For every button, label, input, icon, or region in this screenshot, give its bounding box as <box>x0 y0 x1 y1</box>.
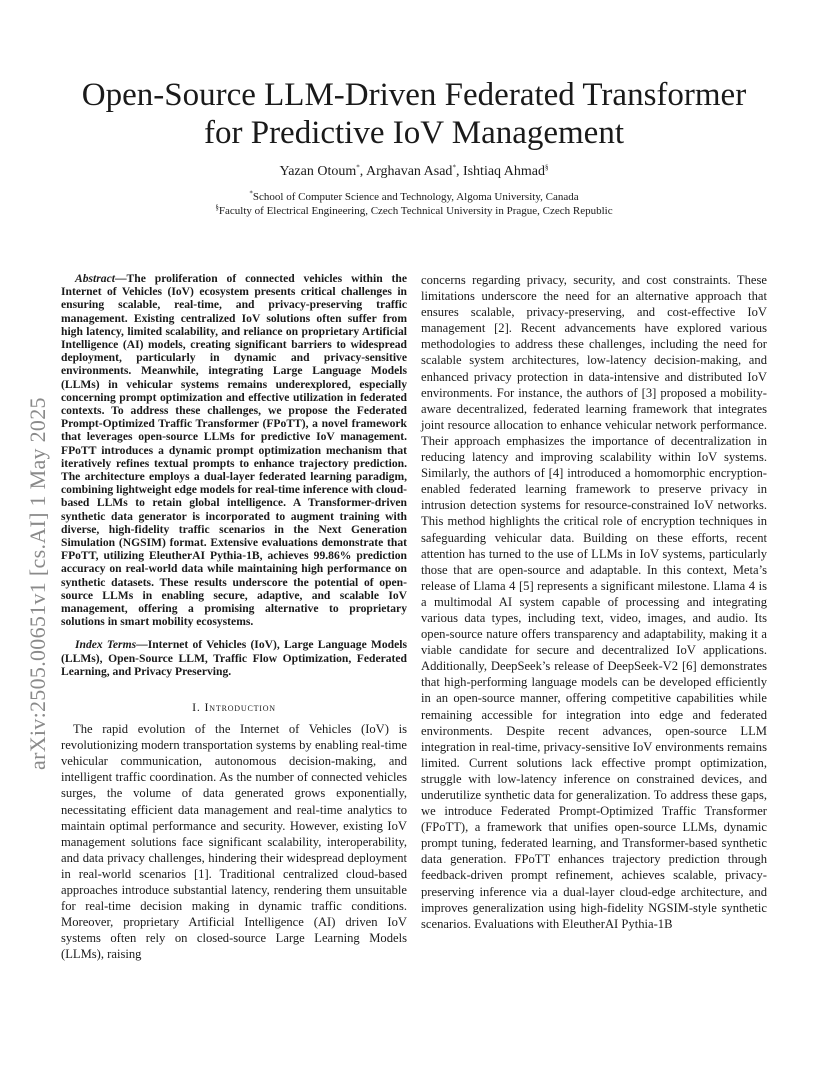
abstract-dash: — <box>114 272 127 285</box>
index-terms-dash: — <box>136 638 148 652</box>
left-column <box>61 272 407 963</box>
index-terms <box>61 638 407 678</box>
paper-header <box>60 76 768 218</box>
author-separator: , <box>455 164 463 179</box>
author-affiliation-mark: * <box>356 163 360 172</box>
affiliation-mark: § <box>215 203 219 212</box>
title-line-2: for Predictive IoV Management <box>203 115 624 151</box>
affiliations <box>60 190 768 218</box>
affiliation-line <box>60 190 768 204</box>
title-line-1: Open-Source LLM-Driven Federated Transformer <box>81 77 747 113</box>
right-column <box>421 272 767 932</box>
section-name: Introduction <box>204 700 276 715</box>
affiliation-text: Faculty of Electrical Engineering, Czech Technical University in Prague, Czech Republic <box>218 205 613 217</box>
affiliation-line <box>60 204 768 218</box>
intro-paragraph-left: The rapid evolution of the Internet of Vehicles (IoV) is revolutionizing modern transportation systems by enabling real-time vehicular communication, autonomous decision-making, and intelligent traffic coordination. As the number of connected vehicles surges, the volume of data generated grows exponentially, necessitating efficient data management and real-time analytics to maintain optimal performance and security. However, existing IoV management solutions face significant scalability, interoperability, and data privacy challenges, hindering their widespread deployment in real-world scenarios [1]. Traditional centralized cloud-based approaches introduce substantial latency, rendering them unsuitable for real-time decision making in dynamic traffic conditions. Moreover, proprietary Artificial Intelligence (AI) driven IoV systems often rely on closed-source Large Learning Models (LLMs), raising <box>61 722 407 962</box>
index-terms-text: Internet of Vehicles (IoV), Large Language Models (LLMs), Open-Source LLM, Traffic Flow Optimization, Federated Learning, and Privacy Preserving. <box>61 638 407 678</box>
index-terms-label: Index Terms <box>75 638 137 652</box>
abstract-label: Abstract <box>75 272 115 285</box>
abstract-text: The proliferation of connected vehicles within the Internet of Vehicles (IoV) ecosystem presents critical challenges in ensuring scalable, real-time, and privacy-preserving traffic management. Existing centralized IoV solutions often suffer from high latency, limited scalability, and reliance on proprietary Artificial Intelligence (AI) models, creating significant barriers to widespread deployment, particularly in dynamic and privacy-sensitive environments. Meanwhile, integrating Large Language Models (LLMs) in vehicular systems remains underexplored, especially concerning prompt optimization and effective utilization in federated contexts. To address these challenges, we propose the Federated Prompt-Optimized Traffic Transformer (FPoTT), a novel framework that leverages open-source LLMs for predictive IoV management. FPoTT introduces a dynamic prompt optimization mechanism that iteratively refines textual prompts to enhance trajectory prediction. The architecture employs a dual-layer federated learning paradigm, combining lightweight edge models for real-time inference with cloud-based LLMs to retain global intelligence. A Transformer-driven synthetic data generator is incorporated to augment training with diverse, high-fidelity traffic scenarios in the Next Generation Simulation (NGSIM) format. Extensive evaluations demonstrate that FPoTT, utilizing EleutherAI Pythia-1B, achieves 99.86% prediction accuracy on real-world data while maintaining high performance on synthetic datasets. These results underscore the potential of open-source LLMs in enabling secure, adaptive, and scalable IoV management, offering a promising alternative to proprietary solutions in smart mobility ecosystems. <box>61 272 407 629</box>
abstract <box>61 272 407 628</box>
author-affiliation-mark: * <box>452 163 456 172</box>
affiliation-mark: * <box>249 189 253 198</box>
author-name: Ishtiaq Ahmad <box>462 164 545 179</box>
affiliation-text: School of Computer Science and Technology, Algoma University, Canada <box>252 191 579 203</box>
section-heading <box>61 700 407 715</box>
author-separator: , <box>359 164 366 179</box>
arxiv-identifier: arXiv:2505.00651v1 [cs.AI] 1 May 2025 <box>25 397 50 770</box>
author-name: Yazan Otoum <box>279 164 357 179</box>
author-affiliation-mark: § <box>544 163 549 172</box>
paper-title <box>60 76 768 152</box>
author-name: Arghavan Asad <box>365 164 453 179</box>
section-numeral: I. <box>192 700 205 715</box>
author-list <box>60 164 768 180</box>
intro-paragraph-right: concerns regarding privacy, security, and cost constraints. These limitations underscore the need for an alternative approach that ensures scalable, privacy-preserving, and cost-effective IoV management [2]. Recent advancements have explored various methodologies to address these challenges, including the need for scalable system architectures, low-latency decision-making, and enhanced privacy protection in data-intensive and distributed IoV environments. For instance, the authors of [3] proposed a mobility-aware decentralized, federated learning framework that integrates joint resource allocation to enhance vehicular network performance. Their approach emphasizes the importance of decentralization in reducing latency and improving scalability within IoV systems. Similarly, the authors of [4] introduced a homomorphic encryption-enabled federated learning framework to preserve privacy in intrusion detection systems for resource-constrained IoV networks. This method highlights the critical role of encryption techniques in safeguarding vehicular data. Building on these efforts, recent attention has turned to the use of LLMs in IoV systems, particularly those that are open-source and adaptable. In this context, Meta’s release of Llama 4 [5] represents a significant milestone. Llama 4 is a multimodal AI system capable of processing and integrating various data types, including text, video, images, and audio. Its open-source nature offers transparency and adaptability, making it a viable candidate for secure and decentralized IoV applications. Additionally, DeepSeek’s release of DeepSeek-V2 [6] demonstrates that high-performing language models can be developed efficiently in an open-source manner, offering competitive capabilities while remaining accessible for integration into edge and federated environments. Despite recent advances, open-source LLM integration in real-time, privacy-sensitive IoV environments remains limited. Current solutions lack effective prompt optimization, struggle with low-latency inference on constrained devices, and underutilize synthetic data for generalization. To address these gaps, we introduce Federated Prompt-Optimized Traffic Transformer (FPoTT), a framework that unifies open-source LLMs, dynamic prompt tuning, federated learning, and Transformer-based synthetic data generation. FPoTT enhances trajectory prediction through feedback-driven prompt refinement, achieves scalable, privacy-preserving inference via a dual-layer cloud-edge architecture, and improves generalization using high-fidelity NGSIM-style synthetic scenarios. Evaluations with EleutherAI Pythia-1B <box>421 273 767 931</box>
